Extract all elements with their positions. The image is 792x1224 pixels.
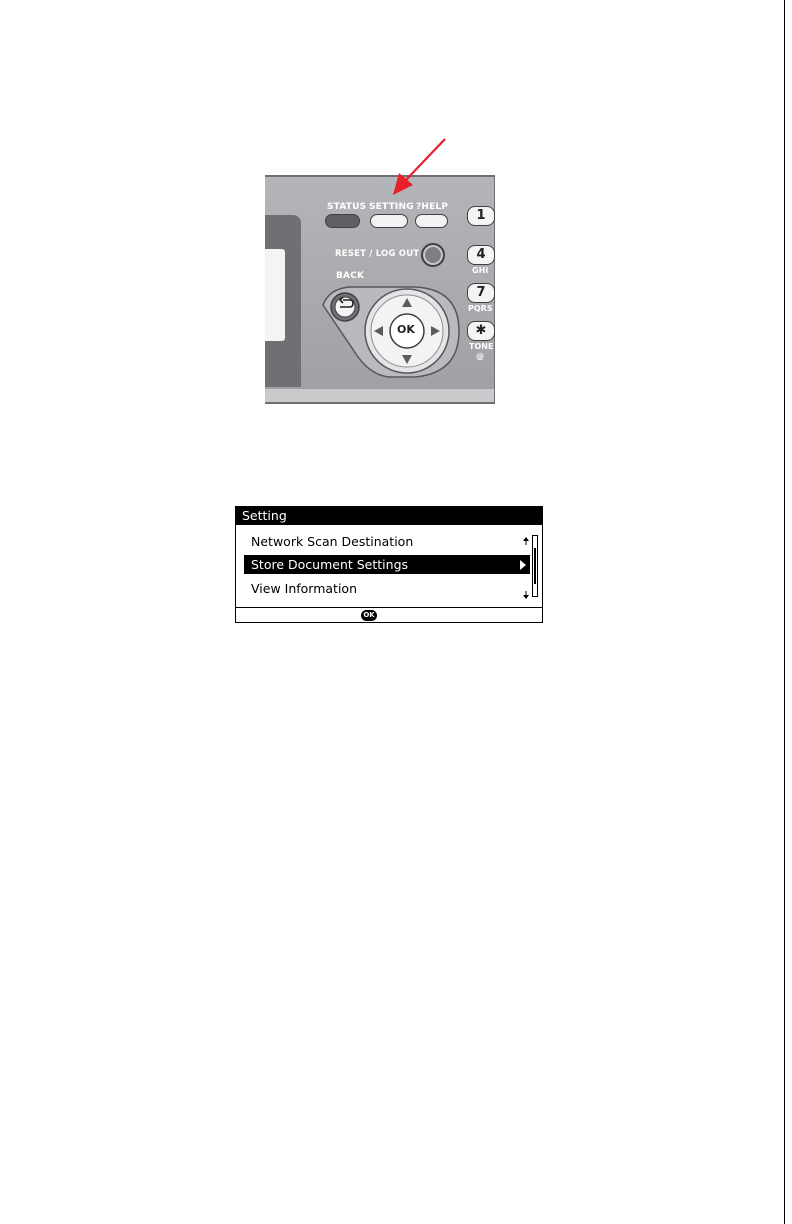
key-7[interactable]: 7 bbox=[467, 283, 495, 303]
menu-item-label: Store Document Settings bbox=[251, 557, 409, 572]
key-4[interactable]: 4 bbox=[467, 245, 495, 265]
scroll-arrows-icon bbox=[522, 537, 530, 601]
page-edge-line bbox=[784, 0, 785, 1224]
help-button[interactable] bbox=[415, 214, 448, 228]
lcd-title: Setting bbox=[236, 507, 542, 525]
ok-icon: OK bbox=[361, 610, 377, 621]
key-7-sub: PQRS bbox=[468, 304, 493, 313]
help-label: ?HELP bbox=[416, 202, 449, 212]
lcd-screen bbox=[235, 506, 543, 623]
red-arrow-icon bbox=[383, 135, 453, 199]
status-button[interactable] bbox=[325, 214, 360, 228]
scrollbar-thumb[interactable] bbox=[534, 548, 536, 584]
lcd-footer-divider bbox=[236, 607, 542, 608]
control-panel-illustration bbox=[265, 175, 495, 402]
scrollbar[interactable] bbox=[532, 535, 538, 597]
setting-label: SETTING bbox=[369, 202, 414, 212]
ok-button[interactable]: OK bbox=[397, 323, 415, 336]
key-1[interactable]: 1 bbox=[467, 206, 495, 226]
panel-bottom-strip bbox=[265, 389, 494, 402]
key-star[interactable]: ✱ bbox=[467, 321, 495, 341]
key-4-sub: GHI bbox=[472, 266, 489, 275]
menu-item-store-document-settings[interactable] bbox=[244, 555, 530, 574]
status-label: STATUS bbox=[327, 202, 367, 212]
menu-item-view-information[interactable]: View Information bbox=[251, 581, 357, 596]
menu-item-network-scan-destination[interactable]: Network Scan Destination bbox=[251, 534, 414, 549]
reset-logout-button[interactable] bbox=[421, 243, 445, 267]
back-label: BACK bbox=[336, 271, 365, 281]
setting-button[interactable] bbox=[370, 214, 408, 228]
key-star-sub: TONE bbox=[469, 342, 494, 351]
reset-logout-label: RESET / LOG OUT bbox=[335, 249, 420, 259]
panel-lcd-screen bbox=[265, 249, 285, 341]
panel-body bbox=[265, 175, 495, 404]
tone-symbol: @ bbox=[476, 352, 484, 361]
